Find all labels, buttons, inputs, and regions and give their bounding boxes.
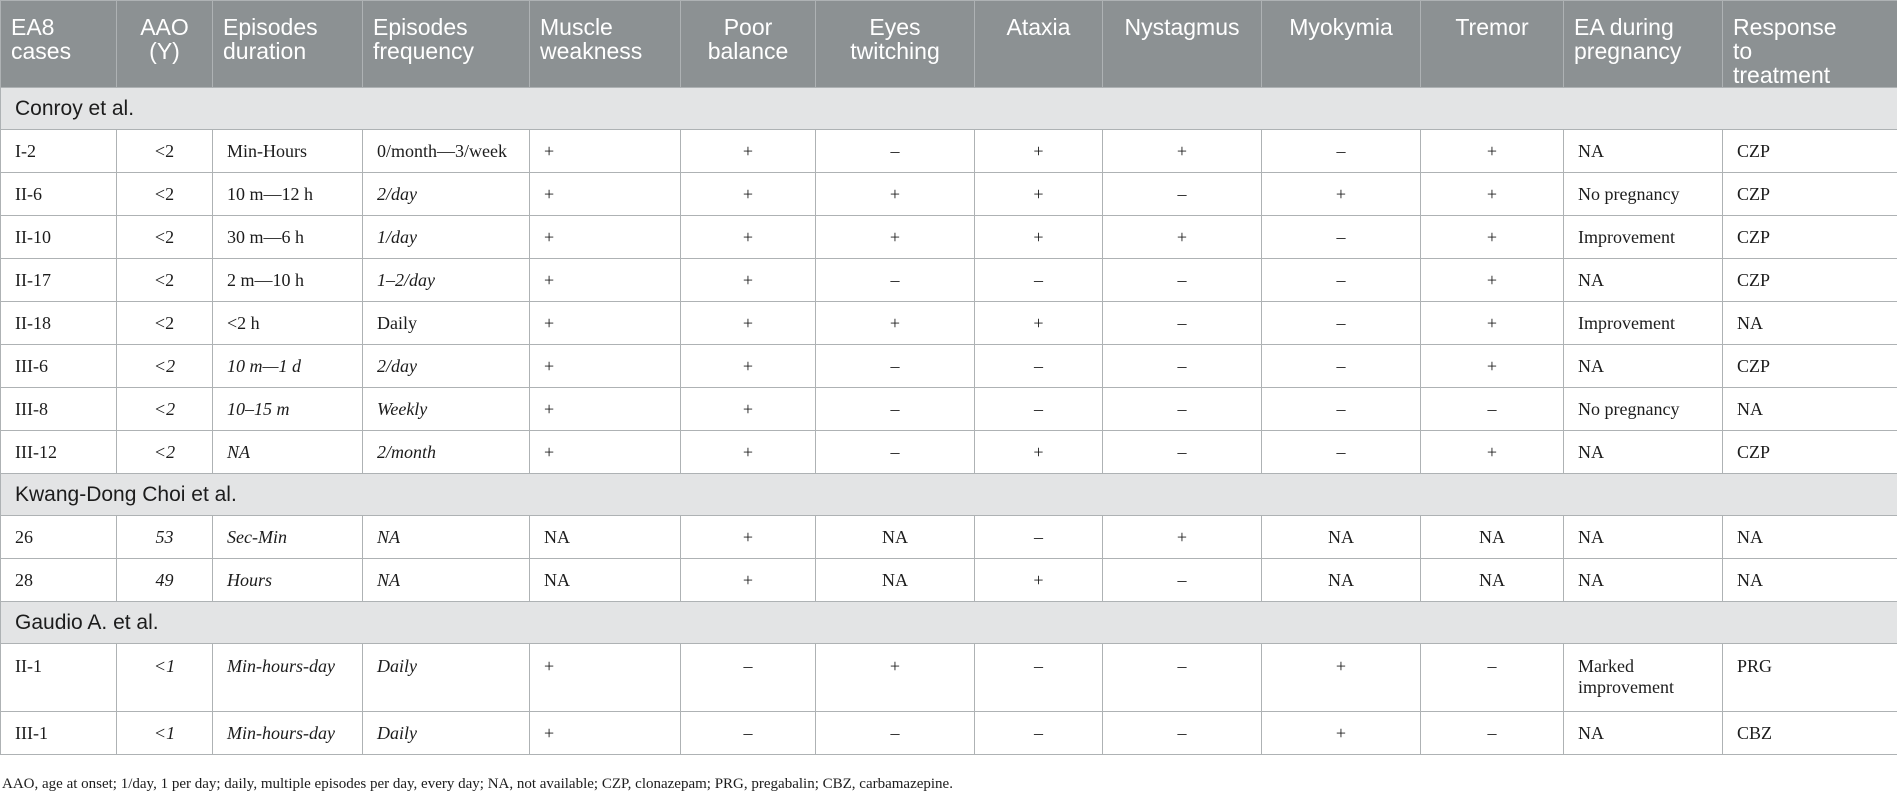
cell-frequency: Daily (363, 644, 530, 712)
cell-case: II-10 (1, 216, 117, 259)
cell-balance: – (681, 712, 816, 755)
cell-duration: Min-Hours (213, 130, 363, 173)
cell-case: III-8 (1, 388, 117, 431)
cell-frequency: 0/month—3/week (363, 130, 530, 173)
cell-treatment: NA (1723, 559, 1897, 602)
cell-tremor: + (1421, 302, 1564, 345)
cell-balance: + (681, 559, 816, 602)
cell-aao: 49 (117, 559, 213, 602)
cell-frequency: NA (363, 559, 530, 602)
cell-ataxia: + (975, 216, 1103, 259)
cell-muscle: + (530, 388, 681, 431)
cell-ataxia: – (975, 644, 1103, 712)
cell-muscle: + (530, 302, 681, 345)
table-row (1, 388, 1897, 431)
cell-nystagmus: – (1103, 345, 1262, 388)
cell-muscle: + (530, 259, 681, 302)
header-ataxia: Ataxia (975, 1, 1103, 88)
table-row (1, 516, 1897, 559)
cell-duration: 30 m—6 h (213, 216, 363, 259)
cell-balance: + (681, 173, 816, 216)
cell-eyes: + (816, 216, 975, 259)
cell-case: II-1 (1, 644, 117, 712)
cell-nystagmus: – (1103, 431, 1262, 474)
table-row (1, 644, 1897, 712)
cell-aao: <2 (117, 345, 213, 388)
cell-balance: + (681, 431, 816, 474)
cell-tremor: – (1421, 644, 1564, 712)
cell-eyes: – (816, 431, 975, 474)
header-row (1, 1, 1897, 88)
cell-duration: 10 m—12 h (213, 173, 363, 216)
cell-ataxia: – (975, 712, 1103, 755)
group-header-row (1, 474, 1897, 516)
cell-case: III-6 (1, 345, 117, 388)
header-ea-during-pregnancy: EA during pregnancy (1564, 1, 1723, 88)
cell-myokymia: – (1262, 302, 1421, 345)
cell-aao: <2 (117, 431, 213, 474)
cell-aao: 53 (117, 516, 213, 559)
cell-nystagmus: – (1103, 388, 1262, 431)
header-aao: AAO (Y) (117, 1, 213, 88)
cell-aao: <1 (117, 712, 213, 755)
header-muscle-weakness: Muscle weakness (530, 1, 681, 88)
cell-balance: + (681, 216, 816, 259)
cell-muscle: + (530, 644, 681, 712)
cell-eyes: – (816, 345, 975, 388)
cell-eyes: – (816, 130, 975, 173)
cell-tremor: + (1421, 259, 1564, 302)
table-row (1, 431, 1897, 474)
cell-nystagmus: + (1103, 130, 1262, 173)
header-ea8-cases: EA8 cases (1, 1, 117, 88)
cell-ataxia: – (975, 259, 1103, 302)
cell-myokymia: – (1262, 130, 1421, 173)
cell-pregnancy: NA (1564, 431, 1723, 474)
cell-aao: <2 (117, 173, 213, 216)
cell-nystagmus: – (1103, 712, 1262, 755)
cell-tremor: + (1421, 130, 1564, 173)
cell-frequency: NA (363, 516, 530, 559)
cell-balance: + (681, 516, 816, 559)
cell-balance: + (681, 259, 816, 302)
cell-pregnancy: Marked improvement (1564, 644, 1723, 712)
cell-aao: <2 (117, 216, 213, 259)
cell-treatment: CZP (1723, 216, 1897, 259)
cell-duration: 10 m—1 d (213, 345, 363, 388)
header-poor-balance: Poor balance (681, 1, 816, 88)
group-label: Conroy et al. (1, 88, 1897, 130)
cell-case: III-12 (1, 431, 117, 474)
cell-myokymia: – (1262, 431, 1421, 474)
cell-eyes: + (816, 173, 975, 216)
cell-myokymia: NA (1262, 516, 1421, 559)
table-row (1, 216, 1897, 259)
cell-muscle: + (530, 130, 681, 173)
cell-duration: Hours (213, 559, 363, 602)
cell-myokymia: – (1262, 345, 1421, 388)
cell-eyes: NA (816, 559, 975, 602)
group-header-row (1, 88, 1897, 130)
cell-eyes: NA (816, 516, 975, 559)
cell-pregnancy: No pregnancy (1564, 173, 1723, 216)
cell-tremor: + (1421, 216, 1564, 259)
cell-pregnancy: No pregnancy (1564, 388, 1723, 431)
cell-nystagmus: – (1103, 259, 1262, 302)
table-footnote: AAO, age at onset; 1/day, 1 per day; daily, multiple episodes per day, every day; NA, not available; CZP, clonazepam; PRG, pregabalin; CBZ, carbamazepine. (2, 776, 953, 792)
cell-pregnancy: NA (1564, 259, 1723, 302)
group-label: Gaudio A. et al. (1, 602, 1897, 644)
cell-tremor: – (1421, 712, 1564, 755)
cell-eyes: – (816, 712, 975, 755)
cell-muscle: + (530, 431, 681, 474)
cell-aao: <2 (117, 302, 213, 345)
cell-nystagmus: – (1103, 173, 1262, 216)
cell-duration: Min-hours-day (213, 644, 363, 712)
table-row (1, 302, 1897, 345)
cell-tremor: + (1421, 173, 1564, 216)
cell-pregnancy: NA (1564, 130, 1723, 173)
cell-balance: + (681, 130, 816, 173)
cell-myokymia: – (1262, 388, 1421, 431)
cell-ataxia: + (975, 130, 1103, 173)
table-body (1, 88, 1897, 755)
cell-ataxia: + (975, 173, 1103, 216)
cell-duration: 10–15 m (213, 388, 363, 431)
cell-eyes: + (816, 302, 975, 345)
cell-case: I-2 (1, 130, 117, 173)
cell-treatment: CZP (1723, 345, 1897, 388)
table-row (1, 173, 1897, 216)
cell-myokymia: + (1262, 173, 1421, 216)
cell-tremor: + (1421, 345, 1564, 388)
cell-duration: NA (213, 431, 363, 474)
cell-frequency: 1/day (363, 216, 530, 259)
cell-nystagmus: – (1103, 559, 1262, 602)
cell-tremor: – (1421, 388, 1564, 431)
table-row (1, 130, 1897, 173)
cell-aao: <2 (117, 388, 213, 431)
cell-eyes: – (816, 259, 975, 302)
cell-balance: + (681, 345, 816, 388)
cell-nystagmus: – (1103, 302, 1262, 345)
cell-treatment: NA (1723, 516, 1897, 559)
table-row (1, 559, 1897, 602)
cell-pregnancy: NA (1564, 559, 1723, 602)
cell-muscle: NA (530, 516, 681, 559)
cell-treatment: CZP (1723, 173, 1897, 216)
cell-nystagmus: + (1103, 216, 1262, 259)
cell-case: II-6 (1, 173, 117, 216)
cell-treatment: CBZ (1723, 712, 1897, 755)
cell-balance: – (681, 644, 816, 712)
cell-muscle: + (530, 173, 681, 216)
header-nystagmus: Nystagmus (1103, 1, 1262, 88)
cell-pregnancy: NA (1564, 712, 1723, 755)
cell-ataxia: – (975, 388, 1103, 431)
cell-eyes: – (816, 388, 975, 431)
cell-myokymia: + (1262, 712, 1421, 755)
cell-duration: Min-hours-day (213, 712, 363, 755)
cell-treatment: CZP (1723, 259, 1897, 302)
cell-frequency: 2/day (363, 345, 530, 388)
table-row (1, 712, 1897, 755)
cell-pregnancy: NA (1564, 516, 1723, 559)
header-response-to-treatment: Response to treatment (1723, 1, 1897, 88)
cell-myokymia: + (1262, 644, 1421, 712)
cell-frequency: Daily (363, 302, 530, 345)
cell-myokymia: – (1262, 259, 1421, 302)
cell-ataxia: + (975, 431, 1103, 474)
cell-nystagmus: + (1103, 516, 1262, 559)
cell-frequency: Daily (363, 712, 530, 755)
cell-tremor: NA (1421, 516, 1564, 559)
cell-muscle: + (530, 712, 681, 755)
cell-duration: <2 h (213, 302, 363, 345)
cell-aao: <2 (117, 130, 213, 173)
cell-aao: <1 (117, 644, 213, 712)
cell-case: II-18 (1, 302, 117, 345)
cell-duration: Sec-Min (213, 516, 363, 559)
cell-pregnancy: Improvement (1564, 302, 1723, 345)
cell-frequency: Weekly (363, 388, 530, 431)
cell-treatment: PRG (1723, 644, 1897, 712)
header-myokymia: Myokymia (1262, 1, 1421, 88)
cell-frequency: 2/month (363, 431, 530, 474)
cell-pregnancy: Improvement (1564, 216, 1723, 259)
table-row (1, 259, 1897, 302)
group-header-row (1, 602, 1897, 644)
cell-frequency: 1–2/day (363, 259, 530, 302)
cell-ataxia: + (975, 302, 1103, 345)
header-tremor: Tremor (1421, 1, 1564, 88)
cell-myokymia: – (1262, 216, 1421, 259)
cell-treatment: CZP (1723, 130, 1897, 173)
header-episodes-frequency: Episodes frequency (363, 1, 530, 88)
table-row (1, 345, 1897, 388)
cell-treatment: NA (1723, 302, 1897, 345)
cell-balance: + (681, 388, 816, 431)
cell-balance: + (681, 302, 816, 345)
cell-treatment: CZP (1723, 431, 1897, 474)
cell-pregnancy: NA (1564, 345, 1723, 388)
cell-ataxia: + (975, 559, 1103, 602)
cell-frequency: 2/day (363, 173, 530, 216)
cell-nystagmus: – (1103, 644, 1262, 712)
cell-ataxia: – (975, 345, 1103, 388)
cell-treatment: NA (1723, 388, 1897, 431)
group-label: Kwang-Dong Choi et al. (1, 474, 1897, 516)
cell-tremor: + (1421, 431, 1564, 474)
cell-muscle: NA (530, 559, 681, 602)
cell-case: III-1 (1, 712, 117, 755)
cell-case: II-17 (1, 259, 117, 302)
cell-ataxia: – (975, 516, 1103, 559)
header-episodes-duration: Episodes duration (213, 1, 363, 88)
cell-eyes: + (816, 644, 975, 712)
cell-aao: <2 (117, 259, 213, 302)
header-eyes-twitching: Eyes twitching (816, 1, 975, 88)
cell-duration: 2 m—10 h (213, 259, 363, 302)
cell-case: 28 (1, 559, 117, 602)
cell-muscle: + (530, 216, 681, 259)
cell-myokymia: NA (1262, 559, 1421, 602)
cell-tremor: NA (1421, 559, 1564, 602)
cell-case: 26 (1, 516, 117, 559)
cell-muscle: + (530, 345, 681, 388)
